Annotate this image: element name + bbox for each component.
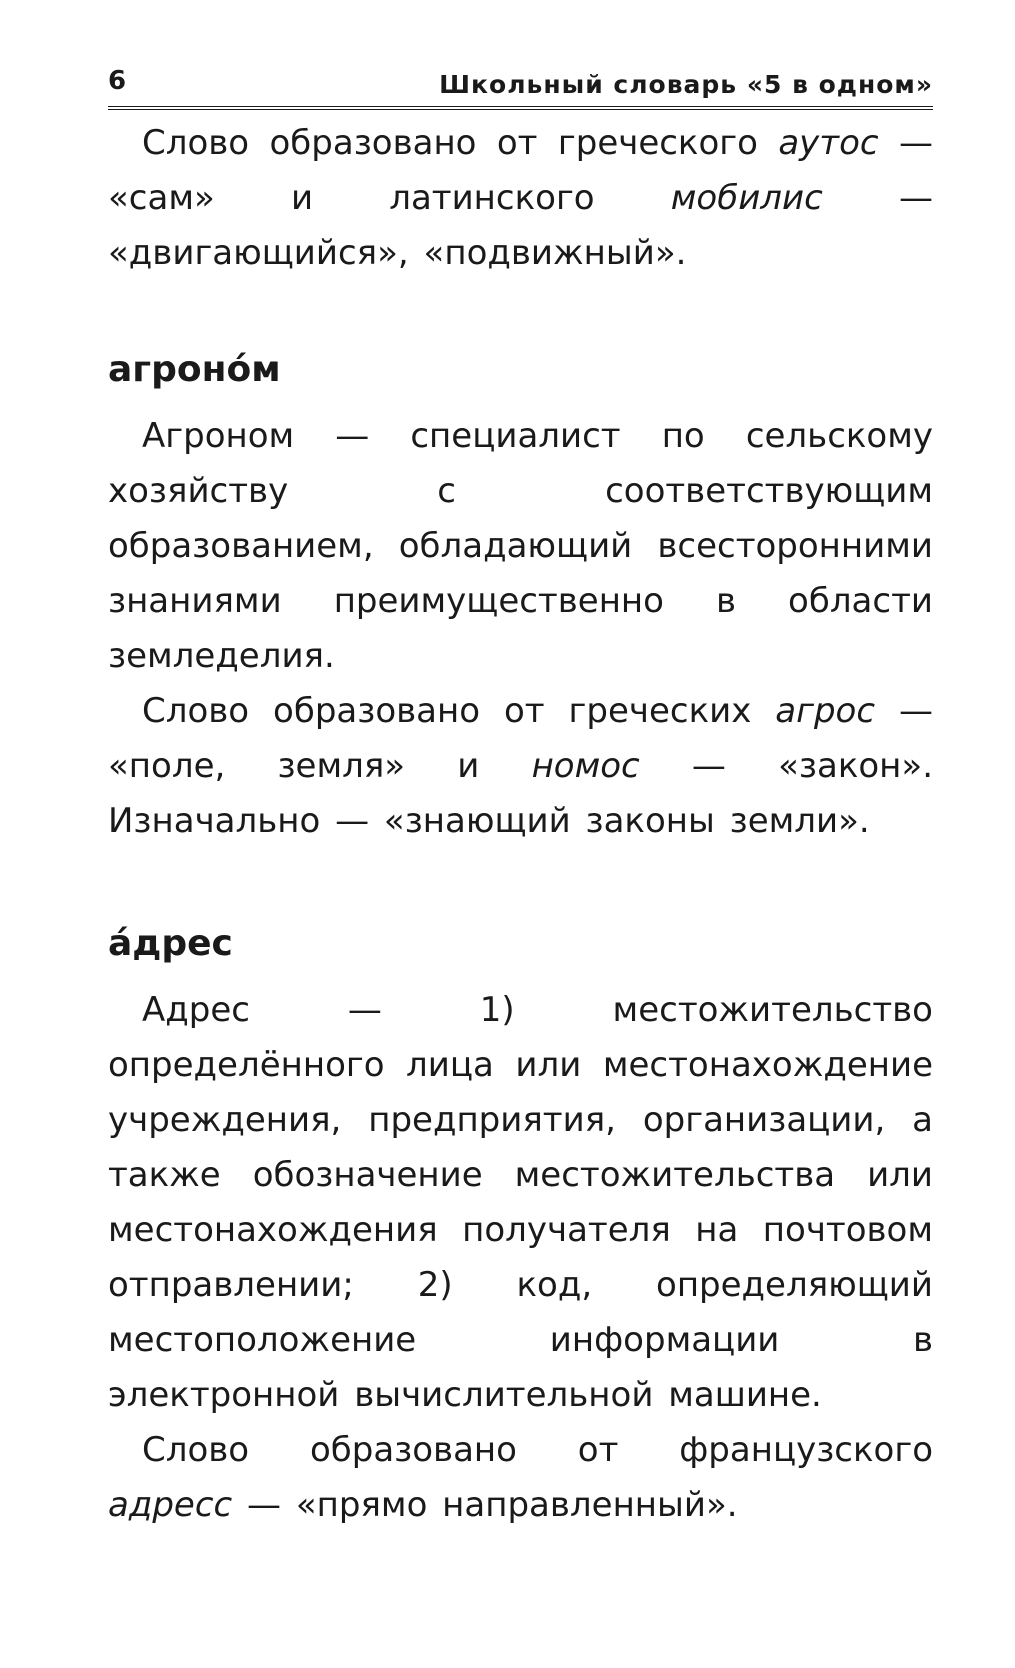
latin-word: мобилис bbox=[670, 178, 823, 218]
entry-continuation bbox=[108, 116, 933, 281]
etymology-paragraph: Слово образовано от французского адресс — «прямо направленный». bbox=[108, 1430, 933, 1525]
page-number: 6 bbox=[108, 66, 127, 96]
french-word: адресс bbox=[108, 1485, 233, 1525]
greek-word: агрос bbox=[775, 691, 876, 731]
book-title: Школьный словарь «5 в одном» bbox=[439, 70, 933, 99]
greek-word: номос bbox=[531, 746, 640, 786]
etymology-paragraph: Слово образовано от греческого аутос — «сам» и латинского мобилис — «двигающийся», «подвижный». bbox=[108, 123, 933, 273]
headword: а́дрес bbox=[108, 923, 233, 964]
etymology-paragraph: Слово образовано от греческих агрос — «поле, земля» и номос — «закон». Изначально — «знающий законы земли». bbox=[108, 691, 933, 841]
greek-word: аутос bbox=[778, 123, 879, 163]
dictionary-entry bbox=[108, 345, 933, 849]
headword: агроно́м bbox=[108, 349, 281, 390]
definition-paragraph: Агроном — специалист по сельскому хозяйству с соответствующим образованием, обладающий всесторонними знаниями преимущественно в области земледелия. bbox=[108, 416, 933, 676]
definition-paragraph: Адрес — 1) местожительство определённого лица или местонахождение учреждения, предприятия, организации, а также обозначение местожительства или местонахождения получателя на почтовом отправлении; 2) код, определяющий местоположение информации в электронной вычислительной машине. bbox=[108, 990, 933, 1415]
running-header bbox=[108, 60, 933, 110]
book-page bbox=[108, 60, 933, 1533]
dictionary-entry bbox=[108, 919, 933, 1533]
